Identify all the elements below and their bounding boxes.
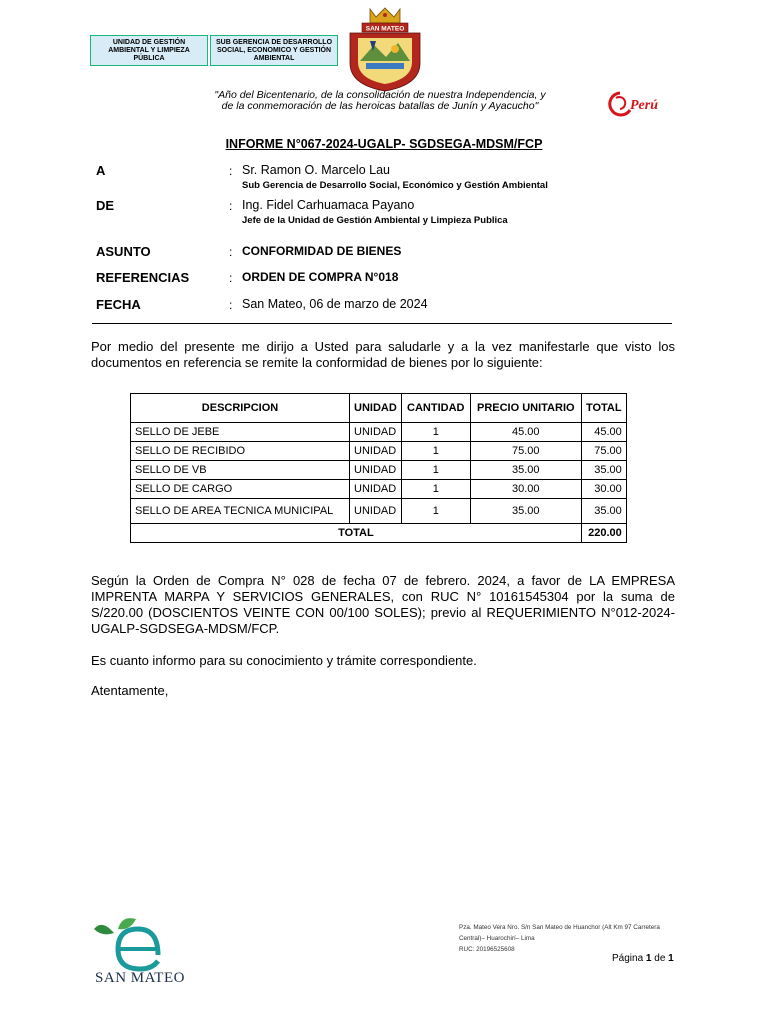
field-referencias-label: REFERENCIAS xyxy=(96,270,190,285)
page-total: 1 xyxy=(668,953,674,964)
cell-total: 45.00 xyxy=(581,423,626,442)
header-divider xyxy=(92,323,672,324)
motto xyxy=(190,90,570,112)
col-precio-unitario: PRECIO UNITARIO xyxy=(470,394,581,423)
footer-ruc: RUC: 20196525608 xyxy=(459,946,515,953)
field-fecha-label: FECHA xyxy=(96,297,141,312)
cell-precio: 75.00 xyxy=(470,442,581,461)
col-unidad: UNIDAD xyxy=(350,394,402,423)
cell-unidad: UNIDAD xyxy=(350,480,402,499)
table-header-row xyxy=(131,394,627,423)
subgerencia-header-box: SUB GERENCIA DE DESARROLLO SOCIAL, ECONOMICO Y GESTIÓN AMBIENTAL xyxy=(210,35,338,66)
total-value: 220.00 xyxy=(581,524,626,543)
cell-unidad: UNIDAD xyxy=(350,499,402,524)
cell-unidad: UNIDAD xyxy=(350,423,402,442)
motto-line-2: de la conmemoración de las heroicas batallas de Junín y Ayacucho" xyxy=(221,100,539,112)
san-mateo-logo-text: SAN MATEO xyxy=(95,970,185,986)
table-row xyxy=(131,499,627,524)
report-title: INFORME N°067-2024-UGALP- SGDSEGA-MDSM/FCP xyxy=(225,137,543,151)
cell-unidad: UNIDAD xyxy=(350,461,402,480)
col-cantidad: CANTIDAD xyxy=(401,394,470,423)
table-row xyxy=(131,461,627,480)
cell-total: 35.00 xyxy=(581,461,626,480)
cell-descripcion: SELLO DE AREA TECNICA MUNICIPAL xyxy=(131,499,350,524)
table-row xyxy=(131,480,627,499)
cell-precio: 45.00 xyxy=(470,423,581,442)
field-asunto-label: ASUNTO xyxy=(96,244,151,259)
cell-cantidad: 1 xyxy=(401,499,470,524)
goods-table xyxy=(130,393,627,543)
order-paragraph: Según la Orden de Compra N° 028 de fecha 07 de febrero. 2024, a favor de LA EMPRESA IMPRENTA MARPA Y SERVICIOS GENERALES, con RUC N° 10161545304 por la suma de S/220.00 (DOSCIENTOS VEINTE CON 00/100 SOLES); previo al REQUERIMIENTO N°012-2024-UGALP-SGDSEGA-MDSM/FCP. xyxy=(91,573,675,636)
cell-descripcion: SELLO DE VB xyxy=(131,461,350,480)
page-current: 1 xyxy=(645,953,652,964)
cell-total: 30.00 xyxy=(581,480,626,499)
peru-logo-text: Perú xyxy=(630,98,658,113)
field-fecha-value: San Mateo, 06 de marzo de 2024 xyxy=(242,297,428,311)
unit-header-box: UNIDAD DE GESTIÓN AMBIENTAL Y LIMPIEZA PÚBLICA xyxy=(90,35,208,66)
field-fecha-colon: : xyxy=(229,298,233,312)
field-a-colon: : xyxy=(229,164,233,178)
cell-descripcion: SELLO DE JEBE xyxy=(131,423,350,442)
peru-brand-logo-icon xyxy=(606,88,672,118)
field-de-value: Ing. Fidel Carhuamaca Payano xyxy=(242,198,415,212)
cell-cantidad: 1 xyxy=(401,480,470,499)
field-de-sub: Jefe de la Unidad de Gestión Ambiental y Limpieza Publica xyxy=(242,215,508,226)
table-row xyxy=(131,423,627,442)
cell-cantidad: 1 xyxy=(401,461,470,480)
field-de-colon: : xyxy=(229,199,233,213)
footer-address-2: Central)– Huarochirí– Lima xyxy=(459,935,535,942)
motto-line-1: "Año del Bicentenario, de la consolidación de nuestra Independencia, y xyxy=(214,89,546,101)
intro-paragraph: Por medio del presente me dirijo a Usted para saludarle y a la vez manifestarle que visto los documentos en referencia se remite la conformidad de bienes por lo siguiente: xyxy=(91,339,675,370)
cell-descripcion: SELLO DE RECIBIDO xyxy=(131,442,350,461)
field-asunto-colon: : xyxy=(229,245,233,259)
total-label: TOTAL xyxy=(131,524,582,543)
field-referencias-value: ORDEN DE COMPRA N°018 xyxy=(242,270,399,284)
page-number xyxy=(612,953,674,964)
cell-cantidad: 1 xyxy=(401,442,470,461)
field-referencias-colon: : xyxy=(229,271,233,285)
field-a-sub: Sub Gerencia de Desarrollo Social, Económico y Gestión Ambiental xyxy=(242,180,548,191)
col-descripcion: DESCRIPCION xyxy=(131,394,350,423)
cell-cantidad: 1 xyxy=(401,423,470,442)
table-row xyxy=(131,442,627,461)
col-total: TOTAL xyxy=(581,394,626,423)
field-a-label: A xyxy=(96,163,106,178)
closing-statement: Es cuanto informo para su conocimiento y trámite correspondiente. xyxy=(91,653,477,668)
municipal-crest-icon xyxy=(340,5,430,93)
table-total-row xyxy=(131,524,627,543)
page-of: de xyxy=(654,953,666,964)
field-asunto-value: CONFORMIDAD DE BIENES xyxy=(242,244,402,258)
page-word: Página xyxy=(612,953,644,964)
cell-precio: 35.00 xyxy=(470,461,581,480)
cell-unidad: UNIDAD xyxy=(350,442,402,461)
cell-precio: 35.00 xyxy=(470,499,581,524)
cell-descripcion: SELLO DE CARGO xyxy=(131,480,350,499)
field-de-label: DE xyxy=(96,198,115,213)
cell-total: 35.00 xyxy=(581,499,626,524)
footer-address-1: Pza. Mateo Vera Nro. S/n San Mateo de Huanchor (Alt Km 97 Carretera xyxy=(459,924,660,931)
field-a-value: Sr. Ramon O. Marcelo Lau xyxy=(242,163,390,177)
crest-banner-text: SAN MATEO xyxy=(365,25,405,33)
closing-salutation: Atentamente, xyxy=(91,683,169,698)
cell-total: 75.00 xyxy=(581,442,626,461)
cell-precio: 30.00 xyxy=(470,480,581,499)
